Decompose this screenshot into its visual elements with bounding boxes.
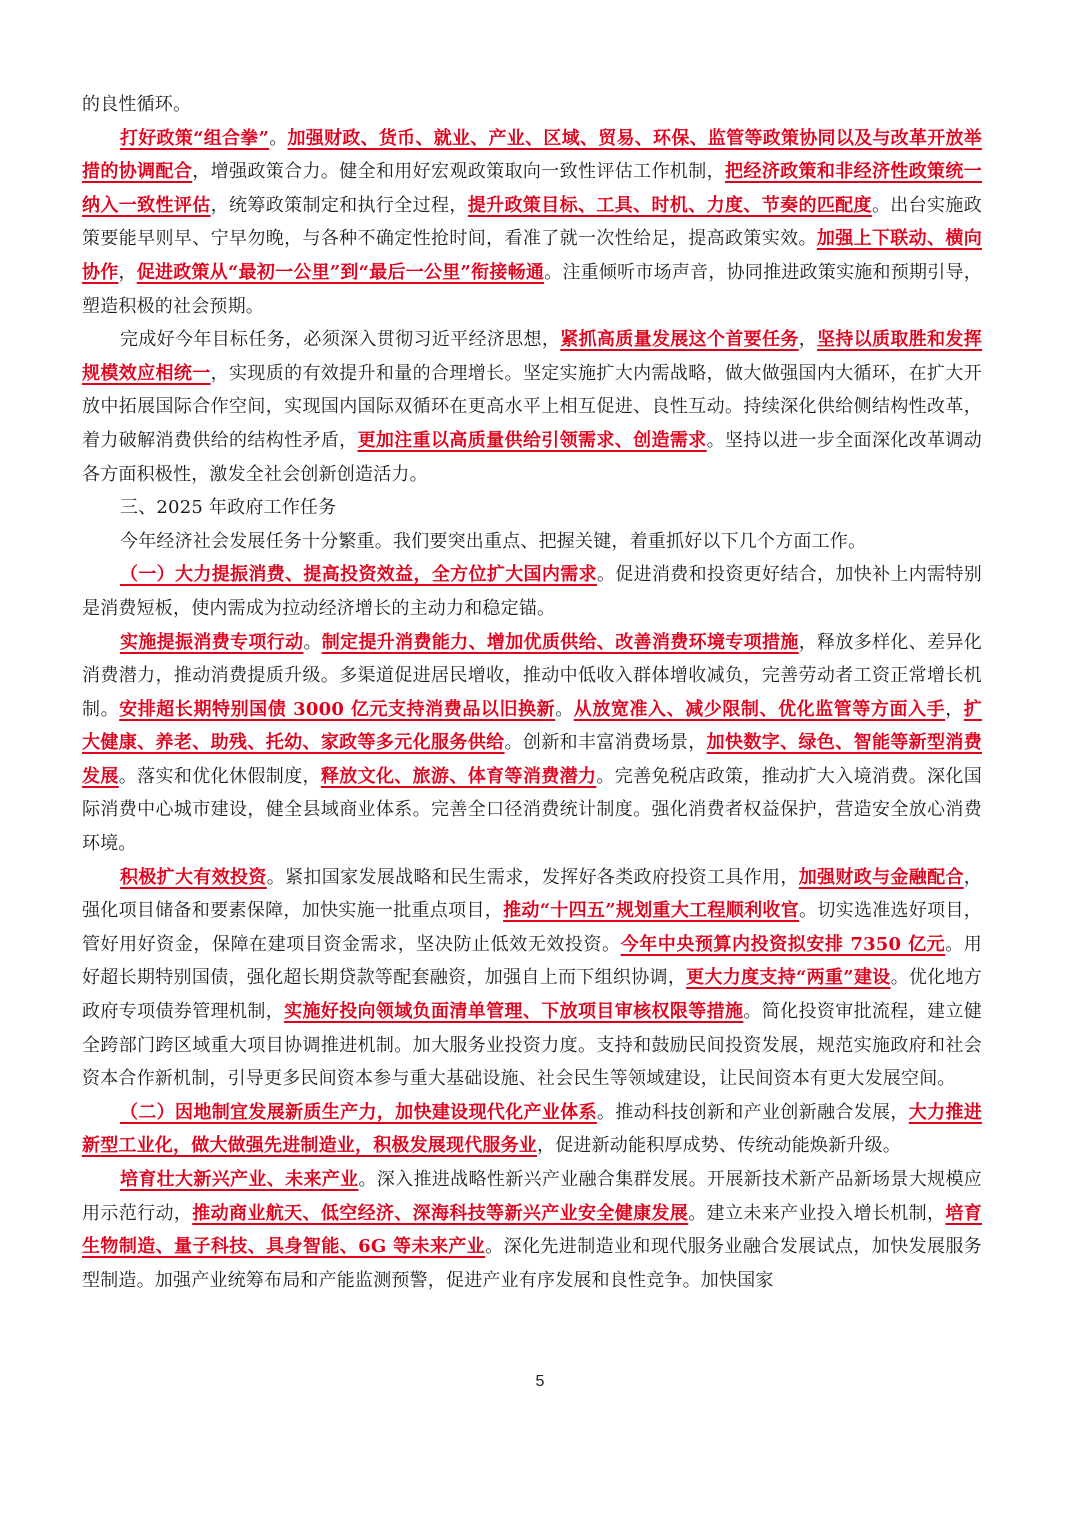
body-text: 。深化先进制造业和现代服务业融合发展试点，加快发展服务型制造。加强产业统筹布局和产能监测预警，促进产业有序发展和良性竞争。加快国家 [82,1236,982,1291]
body-text: 。深入推进战略性新兴产业融合集群发展。开展新技术新产品新场景大规模应用示范行动， [82,1169,982,1224]
highlighted-text: 更大力度支持“两重”建设 [686,967,891,989]
body-text: 。 [269,127,288,149]
paragraph [82,1096,982,1163]
highlighted-text: 加强财政与金融配合 [798,866,964,888]
highlighted-text: 大力推进新型工业化，做大做强先进制造业，积极发展现代服务业 [82,1101,982,1157]
paragraph [82,558,982,625]
highlighted-text: 积极扩大有效投资 [120,866,267,888]
body-text: 。注重倾听市场声音，协同推进政策实施和预期引导，塑造积极的社会预期。 [82,261,982,317]
paragraph [82,525,982,559]
paragraph [82,88,982,122]
paragraph [82,122,982,324]
highlighted-text: 把经济政策和非经济性政策统一纳入一致性评估 [82,161,983,216]
body-text: 。紧扣国家发展战略和民生需求，发挥好各类政府投资工具作用， [266,866,799,888]
body-text: 三、2025 年政府工作任务 [120,497,337,519]
highlighted-text: 提升政策目标、工具、时机、力度、节奏的匹配度 [467,194,872,216]
body-text: 。推动科技创新和产业创新融合发展， [596,1101,909,1123]
body-text: ，增强政策合力。健全和用好宏观政策取向一致性评估工作机制， [192,161,725,183]
body-text: 。完善免税店政策，推动扩大入境消费。深化国际消费中心城市建设，健全县域商业体系。完善全口径消费统计制度。强化消费者权益保护，营造安全放心消费环境。 [82,765,983,855]
highlighted-text: 加快数字、绿色、智能等新型消费发展 [82,732,982,787]
highlighted-text: 坚持以质取胜和发挥规模效应相统一 [82,329,982,384]
highlighted-text: 加强财政、货币、就业、产业、区域、贸易、环保、监管等政策协同以及与改革开放举措的协调配合 [82,127,982,183]
body-text: 。创新和丰富消费场景， [504,732,707,754]
highlighted-text: 今年中央预算内投资拟安排 7350 亿元 [620,933,946,955]
body-text: 。落实和优化休假制度， [118,765,321,787]
body-text: ，强化项目储备和要素保障，加快实施一批重点项目， [82,866,982,922]
body-text: 。优化地方政府专项债券管理机制， [82,967,982,1023]
highlighted-text: （一）大力提振消费、提高投资效益，全方位扩大国内需求 [120,564,597,586]
body-text: 今年经济社会发展任务十分繁重。我们要突出重点、把握关键，着重抓好以下几个方面工作。 [120,530,867,552]
body-text: 。 [555,698,574,720]
body-text: ， [798,329,818,351]
highlighted-text: 促进政策从“最初一公里”到“最后一公里”衔接畅通 [136,261,545,283]
body-text: 。出台实施政策要能早则早、宁早勿晚，与各种不确定性抢时间，看准了就一次性给足，提高政策实效。 [82,194,982,250]
highlighted-text: 释放文化、旅游、体育等消费潜力 [320,765,597,787]
body-text: 。坚持以进一步全面深化改革调动各方面积极性，激发全社会创新创造活力。 [82,429,982,485]
highlighted-text: 打好政策“组合拳” [120,127,270,149]
body-text: 的良性循环。 [82,94,192,115]
document-body [82,88,982,1297]
body-text: 。切实选准选好项目，管好用好资金，保障在建项目资金需求，坚决防止低效无效投资。 [82,900,982,955]
body-text: 。促进消费和投资更好结合，加快补上内需特别是消费短板，使内需成为拉动经济增长的主动力和稳定锚。 [82,564,983,619]
body-text: 完成好今年目标任务，必须深入贯彻习近平经济思想， [120,329,561,351]
paragraph [82,626,982,861]
page-number: 5 [535,1373,545,1390]
body-text: ， [945,698,964,720]
paragraph [82,1163,982,1297]
highlighted-text: 推动商业航天、低空经济、深海科技等新兴产业安全健康发展 [192,1202,689,1224]
body-text: 。 [303,631,322,653]
highlighted-text: 更加注重以高质量供给引领需求、创造需求 [357,429,707,451]
body-text: ，释放多样化、差异化消费潜力，推动消费提质升级。多渠道促进居民增收，推动中低收入群体增收减负，完善劳动者工资正常增长机制。 [82,631,983,720]
highlighted-text: 推动“十四五”规划重大工程顺利收官 [503,900,800,922]
highlighted-text: （二）因地制宜发展新质生产力，加快建设现代化产业体系 [120,1101,597,1123]
highlighted-text: 紧抓高质量发展这个首要任务 [560,329,799,351]
highlighted-text: 实施好投向领域负面清单管理、下放项目审核权限等措施 [284,1001,744,1023]
paragraph [82,861,982,1096]
body-text: ，统筹政策制定和执行全过程， [210,194,468,216]
highlighted-text: 加强上下联动、横向协作 [82,228,982,283]
paragraph [82,323,982,491]
body-text: 。简化投资审批流程，建立健全跨部门跨区域重大项目协调推进机制。加大服务业投资力度。支持和鼓励民间投资发展，规范实施政府和社会资本合作新机制，引导更多民间资本参与重大基础设施、社会民生等领域建设，让民间资本有更大发展空间。 [82,1001,982,1090]
body-text: 。用好超长期特别国债，强化超长期贷款等配套融资，加强自上而下组织协调， [82,933,983,989]
body-text: ，促进新动能积厚成势、传统动能焕新升级。 [537,1135,901,1157]
highlighted-text: 实施提振消费专项行动 [120,631,304,653]
body-text: 。建立未来产业投入增长机制， [688,1202,946,1224]
paragraph [82,491,982,525]
body-text: ，实现质的有效提升和量的合理增长。坚定实施扩大内需战略，做大做强国内大循环，在扩大开放中拓展国际合作空间，实现国内国际双循环在更高水平上相互促进、良性互动。持续深化供给侧结构性改革，着力破解消费供给的结构性矛盾， [82,362,982,451]
highlighted-text: 扩大健康、养老、助残、托幼、家政等多元化服务供给 [82,698,982,754]
highlighted-text: 培育生物制造、量子科技、具身智能、6G 等未来产业 [82,1202,982,1258]
highlighted-text: 安排超长期特别国债 3000 亿元支持消费品以旧换新 [119,698,556,720]
highlighted-text: 制定提升消费能力、增加优质供给、改善消费环境专项措施 [321,631,799,653]
highlighted-text: 从放宽准入、减少限制、优化监管等方面入手 [573,698,946,720]
highlighted-text: 培育壮大新兴产业、未来产业 [120,1169,359,1190]
body-text: ， [118,261,137,283]
